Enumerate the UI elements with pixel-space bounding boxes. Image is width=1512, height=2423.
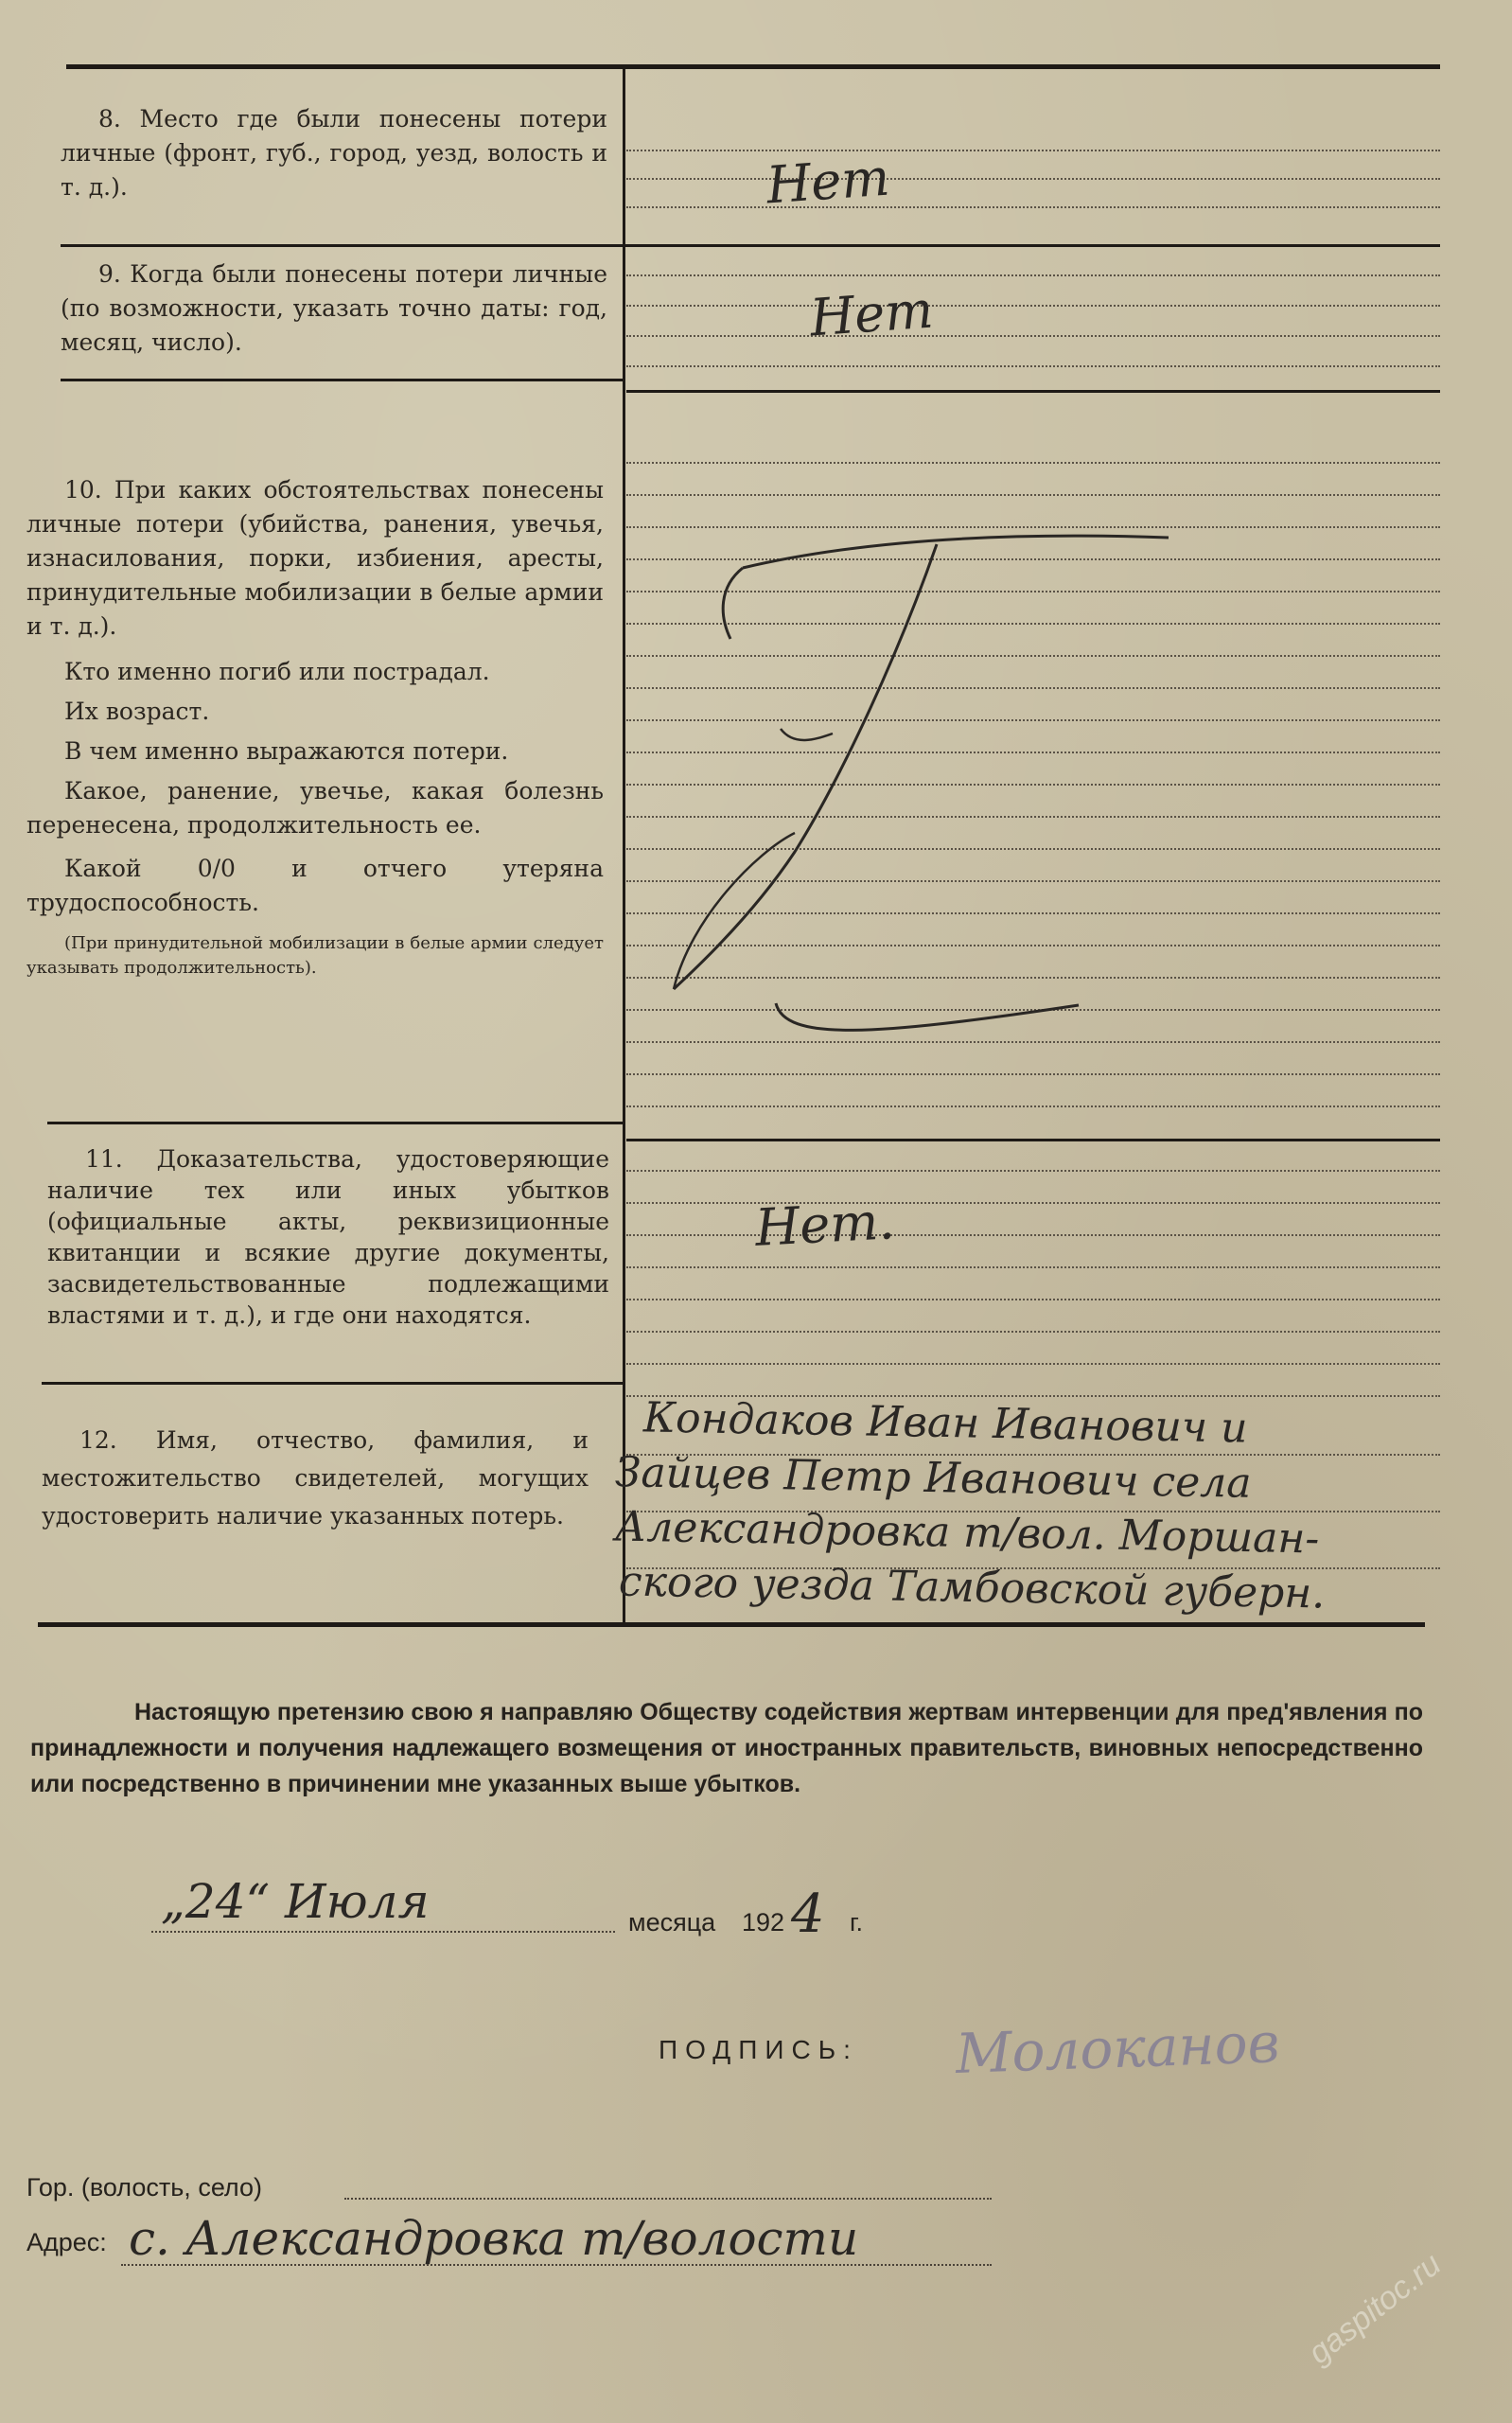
date-year-digit: 4 [791, 1884, 825, 1945]
question-10-text: 10. При каких обстоятельствах понесены личные потери (убийства, ранения, увечья, изнасилования, порки, избиения, аресты, принудительные мобилизации в белые армии и т. д.). [26, 476, 604, 640]
question-8-text: 8. Место где были понесены потери личные (фронт, губ., город, уезд, волость и т. д.). [61, 105, 607, 201]
question-8 [61, 102, 607, 204]
question-10-who: Кто именно погиб или пострадал. [64, 658, 490, 685]
answer-line [626, 462, 1440, 464]
row-separator-11-12 [42, 1382, 623, 1385]
row-separator-10-11b [626, 1139, 1440, 1141]
question-10-age: Их возраст. [64, 698, 210, 725]
row-separator-9-10a [61, 379, 623, 381]
answer-line [626, 150, 1440, 151]
city-underline [344, 2198, 992, 2200]
answer-line [626, 1202, 1440, 1204]
signature-value: Молоканов [954, 2010, 1281, 2086]
answer-line [626, 206, 1440, 208]
question-12-text: 12. Имя, отчество, фамилия, и местожительство свидетелей, могущих удостоверить наличие указанных потерь. [42, 1426, 589, 1530]
signature-label: ПОДПИСЬ: [659, 2035, 858, 2064]
watermark: gaspitoc.ru [1301, 2245, 1449, 2372]
answer-line [626, 178, 1440, 180]
question-10-injury: Какое, ранение, увечье, какая болезнь перенесена, продолжительность ее. [26, 777, 604, 839]
answer-line [626, 1073, 1440, 1075]
top-rule [66, 64, 1440, 69]
question-9-text: 9. Когда были понесены потери личные (по возможности, указать точно даты: год, месяц, число). [61, 260, 607, 356]
answer-line [626, 1331, 1440, 1333]
answer-11: Нет. [753, 1191, 896, 1258]
city-label: Гор. (волость, село) [26, 2173, 262, 2202]
answer-12-line-2: Зайцев Петр Иванович села [614, 1448, 1252, 1508]
date-year-prefix: 192 [742, 1908, 785, 1937]
row-separator-10-11a [47, 1122, 623, 1124]
answer-line [626, 1299, 1440, 1300]
answer-line [626, 305, 1440, 307]
answer-line [626, 365, 1440, 367]
question-10-loss: В чем именно выражаются потери. [64, 737, 509, 765]
date-year-suffix: г. [850, 1908, 864, 1937]
question-11-text: 11. Доказательства, удостоверяющие наличие тех или иных убытков (официальные акты, реквизиционные квитанции и всякие другие документы, засвидетельствованные подлежащими властями и т. д.), и где они находятся. [47, 1145, 609, 1329]
address-value: с. Александровка т/волости [129, 2211, 859, 2266]
answer-8: Нет [764, 147, 892, 216]
answer-line [626, 1105, 1440, 1107]
row-separator-8-9 [61, 244, 1440, 247]
answer-line [626, 335, 1440, 337]
column-divider [623, 68, 625, 1622]
question-9 [61, 257, 607, 360]
answer-12-line-1: Кондаков Иван Иванович и [642, 1393, 1248, 1453]
answer-9: Нет [807, 279, 936, 348]
date-underline [151, 1931, 615, 1933]
address-underline [121, 2264, 992, 2266]
statement-paragraph: Настоящую претензию свою я направляю Обществу содействия жертвам интервенции для пред'явления по принадлежности и получения надлежащего возмещения от иностранных правительств, виновных непосредственно или посредственно в причинении мне указанных выше убытков. [30, 1699, 1423, 1797]
cross-out-mark [653, 511, 1183, 1060]
question-11 [47, 1143, 609, 1331]
bottom-rule [38, 1622, 1425, 1627]
answer-line [626, 1170, 1440, 1172]
question-10-note: (При принудительной мобилизации в белые армии следует указывать продолжительность). [26, 933, 604, 978]
date-month-label: месяца [628, 1908, 716, 1937]
question-12 [42, 1422, 589, 1535]
question-10 [26, 473, 604, 981]
answer-12-line-4: ского уезда Тамбовской губерн. [618, 1557, 1326, 1618]
answer-line [626, 1363, 1440, 1365]
answer-line [626, 1234, 1440, 1236]
question-10-percent: Какой 0/0 и отчего утеряна трудоспособность. [26, 855, 604, 916]
answer-12-line-3: Александровка т/вол. Моршан- [614, 1502, 1320, 1564]
address-label: Адрес: [26, 2228, 107, 2256]
answer-line [626, 274, 1440, 276]
answer-line [626, 1266, 1440, 1268]
date-day-month: „24“ Июля [161, 1874, 430, 1929]
row-separator-9-10b [626, 390, 1440, 393]
answer-line [626, 494, 1440, 496]
